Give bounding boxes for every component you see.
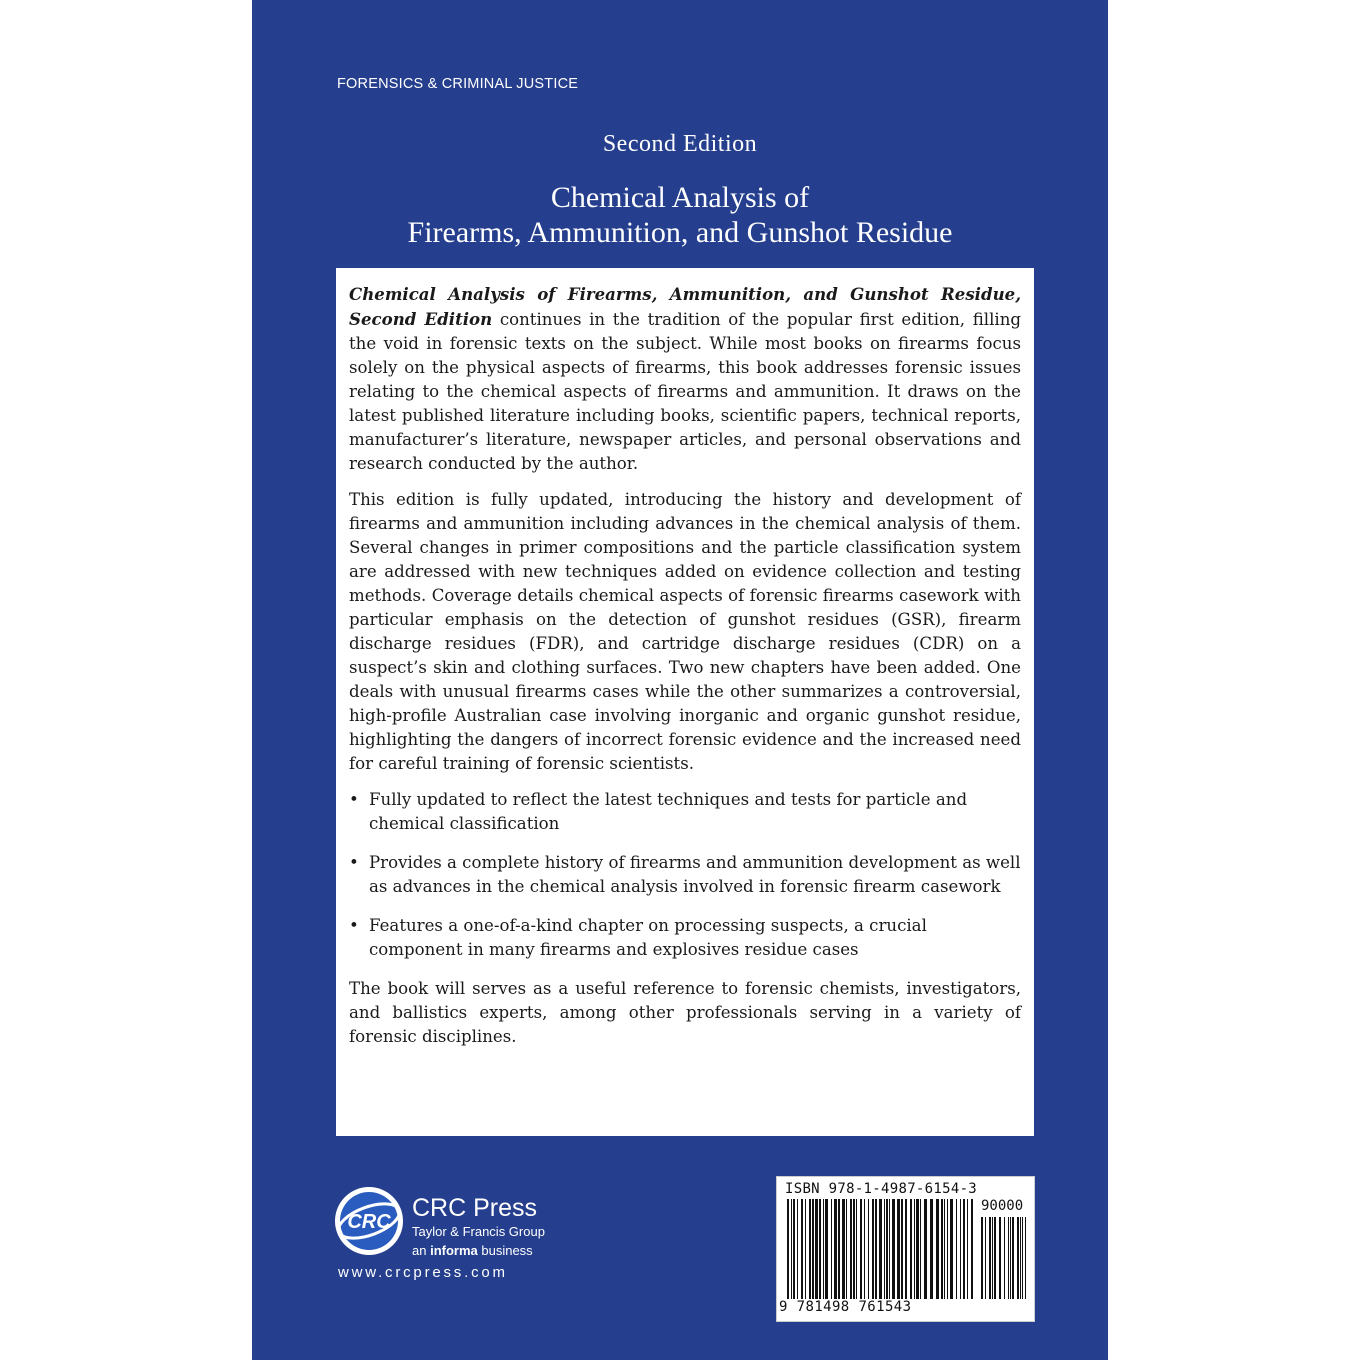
addon-bar: [981, 1217, 983, 1299]
intro-title: Chemical Analysis of Firearms, Ammunition, and Gunshot Residue, Second Edition: [349, 284, 1021, 329]
barcode-bar: [924, 1199, 927, 1299]
barcode-bar: [941, 1199, 943, 1299]
barcode-bar: [971, 1199, 973, 1299]
addon-bar: [1022, 1217, 1023, 1299]
bullet-icon: •: [349, 916, 359, 935]
addon-bar: [985, 1217, 986, 1299]
barcode-bar: [831, 1199, 832, 1299]
intro-text: continues in the tradition of the popular first edition, filling the void in forensic texts on the subject. While most books on firearms focus solely on the physical aspects of firearms, this book addresses forensic issues relating to the chemical aspects of firearms and ammunition. It draws on the latest published literature including books, scientific papers, technical reports, manufacturer’s literature, newspaper articles, and personal observations and research conducted by the author.: [349, 310, 1022, 473]
barcode-bar: [875, 1199, 877, 1299]
logo-text: CRC: [347, 1211, 391, 1233]
publisher-tagline: [412, 1241, 545, 1260]
barcode-bar: [856, 1199, 857, 1299]
barcode-bar: [914, 1199, 915, 1299]
description-panel: [336, 268, 1034, 1136]
barcode-bar: [901, 1199, 903, 1299]
tagline-suffix: business: [477, 1243, 533, 1258]
barcode-bar: [793, 1199, 795, 1299]
publisher-group: Taylor & Francis Group: [412, 1224, 545, 1239]
publisher-url[interactable]: www.crcpress.com: [338, 1264, 508, 1281]
barcode-bar: [963, 1199, 965, 1299]
barcode-bar: [905, 1199, 907, 1299]
barcode-bar: [936, 1199, 939, 1299]
list-item-text: Features a one-of-a-kind chapter on processing suspects, a crucial component in many firearms and explosives residue cases: [369, 916, 927, 959]
barcode-bar: [797, 1199, 798, 1299]
barcode-bar: [960, 1199, 961, 1299]
barcode-bar: [884, 1199, 885, 1299]
crc-logo-icon: [334, 1186, 404, 1256]
barcode-bar: [825, 1199, 828, 1299]
isbn-text: ISBN 978-1-4987-6154-3: [785, 1181, 978, 1197]
barcode-bar: [860, 1199, 862, 1299]
intro-paragraph: [349, 282, 1021, 476]
barcode-bar: [787, 1199, 789, 1299]
barcode-bar: [947, 1199, 948, 1299]
title-line-1: Chemical Analysis of: [550, 181, 810, 214]
barcode-bar: [809, 1199, 811, 1299]
addon-bar: [999, 1217, 1001, 1299]
addon-bar: [994, 1217, 996, 1299]
barcode-bar: [892, 1199, 895, 1299]
barcode-bar: [879, 1199, 882, 1299]
barcode-bar: [897, 1199, 900, 1299]
addon-bar: [1010, 1217, 1011, 1299]
barcode-bar: [930, 1199, 933, 1299]
barcode-bar: [838, 1199, 840, 1299]
barcode-bar: [815, 1199, 818, 1299]
list-item: [349, 851, 1021, 899]
barcode-bar: [853, 1199, 855, 1299]
barcode-bar: [889, 1199, 890, 1299]
barcode-bar: [850, 1199, 852, 1299]
back-cover: [252, 0, 1108, 1360]
closing-paragraph: The book will serves as a useful reference to forensic chemists, investigators, and ballistics experts, among other professionals serving in a variety of forensic disciplines.: [349, 979, 1021, 1046]
title-line-2: Firearms, Ammunition, and Gunshot Residue: [407, 216, 953, 249]
price-code: 90000: [981, 1198, 1024, 1214]
bullet-icon: •: [349, 790, 359, 809]
tagline-prefix: an: [412, 1243, 431, 1258]
barcode-bar: [864, 1199, 865, 1299]
barcode-bar: [967, 1199, 968, 1299]
barcode-bar: [801, 1199, 803, 1299]
book-title: [252, 180, 1108, 250]
addon-bar: [1008, 1217, 1009, 1299]
addon-bar: [989, 1217, 991, 1299]
barcode-bar: [950, 1199, 953, 1299]
barcode-bar: [791, 1199, 792, 1299]
barcode-bar: [823, 1199, 824, 1299]
tagline-informa: informa: [430, 1243, 478, 1258]
list-item: [349, 788, 1021, 836]
addon-bar: [1025, 1217, 1026, 1299]
addon-bar: [1012, 1217, 1014, 1299]
list-item-text: Fully updated to reflect the latest techniques and tests for particle and chemical classification: [369, 790, 968, 833]
barcode-bar: [812, 1199, 814, 1299]
addon-bar: [1020, 1217, 1021, 1299]
edition-label: Second Edition: [602, 131, 758, 157]
barcode-bar: [956, 1199, 957, 1299]
barcode-panel: [776, 1176, 1035, 1322]
barcode-bar: [805, 1199, 806, 1299]
barcode-bar: [819, 1199, 821, 1299]
barcode-bar: [886, 1199, 888, 1299]
series-label: FORENSICS & CRIMINAL JUSTICE: [337, 76, 579, 92]
publisher-name: CRC Press: [412, 1194, 538, 1222]
barcode-bar: [872, 1199, 874, 1299]
addon-bar: [1017, 1217, 1019, 1299]
barcode-bar: [846, 1199, 847, 1299]
ean-number: 9 781498 761543: [779, 1299, 912, 1315]
barcode-bar: [868, 1199, 869, 1299]
barcode-bar: [920, 1199, 921, 1299]
body-paragraph: This edition is fully updated, introducing the history and development of firearms and ammunition including advances in the chemical analysis of them. Several changes in primer compositions and the particle classification system are addressed with new techniques added on evidence collection and testing methods. Coverage details chemical aspects of forensic firearms casework with particular emphasis on the detection of gunshot residues (GSR), firearm discharge residues (FDR), and cartridge discharge residues (CDR) on a suspect’s skin and clothing surfaces. Two new chapters have been added. One deals with unusual firearms cases while the other summarizes a controversial, high-profile Australian case involving inorganic and organic gunshot residue, highlighting the dangers of incorrect forensic evidence and the increased need for careful training of forensic scientists.: [349, 490, 1021, 773]
barcode-bar: [916, 1199, 919, 1299]
list-item-text: Provides a complete history of firearms and ammunition development as well as advances in the chemical analysis involved in forensic firearm casework: [369, 853, 1021, 896]
barcode-bar: [834, 1199, 837, 1299]
publisher-block: [412, 1194, 545, 1260]
bullet-icon: •: [349, 853, 359, 872]
list-item: [349, 914, 1021, 962]
barcode-bar: [944, 1199, 945, 1299]
addon-bar: [1004, 1217, 1005, 1299]
feature-list: [349, 788, 1021, 962]
barcode-bar: [842, 1199, 845, 1299]
barcode-bar: [910, 1199, 912, 1299]
addon-bar: [992, 1217, 993, 1299]
